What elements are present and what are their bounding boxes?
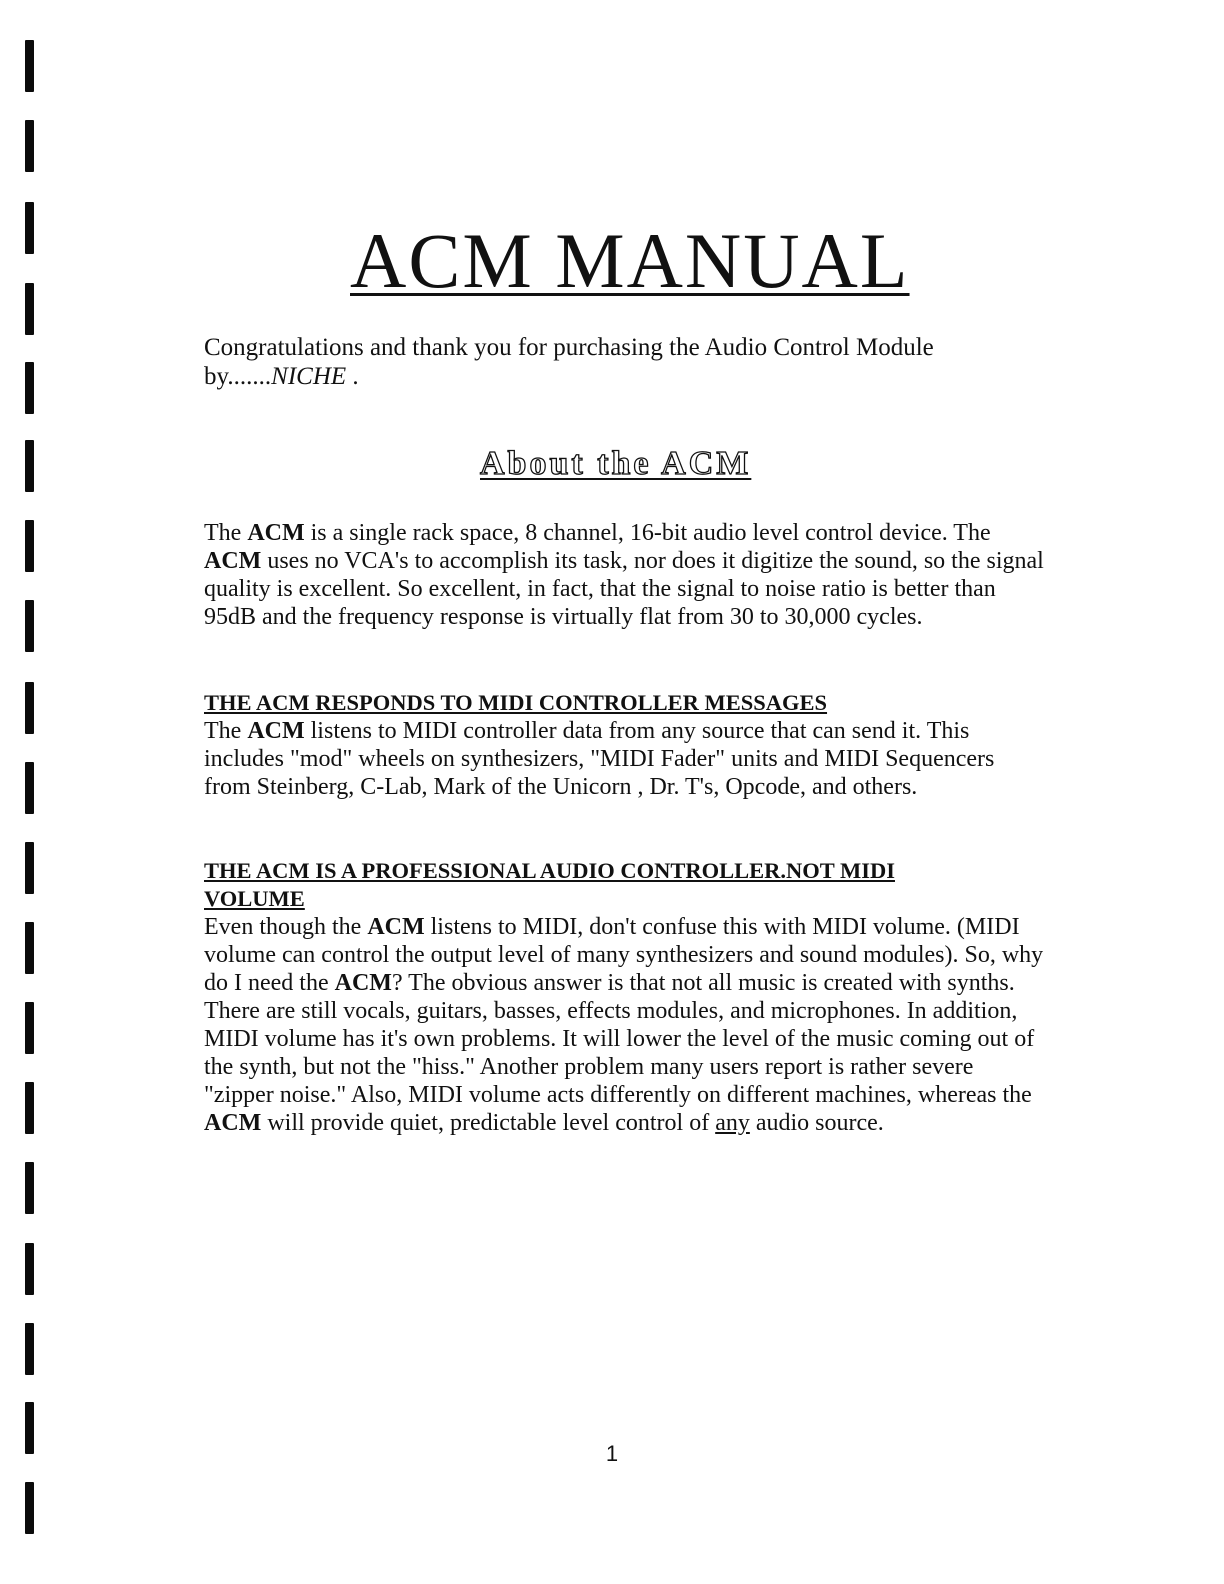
binding-mark: [25, 1243, 34, 1295]
acm-bold: ACM: [334, 970, 392, 996]
binding-mark: [25, 283, 34, 335]
binding-mark: [25, 1082, 34, 1134]
binding-mark: [25, 202, 34, 254]
intro-paragraph: [204, 333, 1044, 391]
binding-mark: [25, 1323, 34, 1375]
text-run: ? The obvious answer is that not all music is created with synths. There are still vocals, guitars, basses, effects modules, and microphones. In addition, MIDI volume has it's own problems. It will lower the level of the music coming out of the synth, but not the "hiss." Another problem many users report is rather severe "zipper noise." Also, MIDI volume acts differently on different machines, whereas the: [204, 970, 1035, 1108]
binding-mark: [25, 600, 34, 652]
binding-mark: [25, 520, 34, 572]
page-number: 1: [605, 1441, 619, 1466]
text-run: listens to MIDI controller data from any source that can send it. This includes "mod" wheels on synthesizers, "MIDI Fader" units and MIDI Sequencers from Steinberg, C-Lab, Mark of the Unicorn , Dr. T's, Opcode, and others.: [204, 718, 995, 800]
section-heading: THE ACM IS A PROFESSIONAL AUDIO CONTROLLER.NOT MIDI VOLUME: [204, 858, 895, 911]
brand-name: NICHE: [271, 363, 347, 390]
binding-mark: [25, 842, 34, 894]
text-run: uses no VCA's to accomplish its task, nor does it digitize the sound, so the signal quality is excellent. So excellent, in fact, that the signal to noise ratio is better than 95dB and the frequency response is virtually flat from 30 to 30,000 cycles.: [204, 548, 1044, 630]
about-paragraph: [204, 519, 1044, 631]
text-run: Even though the: [204, 914, 368, 940]
section-heading: THE ACM RESPONDS TO MIDI CONTROLLER MESSAGES: [204, 690, 828, 715]
binding-mark: [25, 120, 34, 172]
binding-mark: [25, 1162, 34, 1214]
any-underlined: any: [715, 1110, 750, 1136]
binding-mark: [25, 922, 34, 974]
binding-mark: [25, 682, 34, 734]
binding-mark: [25, 440, 34, 492]
text-run: The: [204, 718, 248, 744]
binding-mark: [25, 40, 34, 92]
acm-bold: ACM: [204, 548, 262, 574]
acm-bold: ACM: [247, 520, 305, 546]
text-run: The: [204, 520, 248, 546]
intro-text: Congratulations and thank you for purchasing the Audio Control Module by.......: [204, 334, 934, 390]
text-run: will provide quiet, predictable level control of: [261, 1110, 716, 1136]
acm-bold: ACM: [204, 1110, 262, 1136]
acm-bold: ACM: [367, 914, 425, 940]
acm-bold: ACM: [247, 718, 305, 744]
binding-mark: [25, 1482, 34, 1534]
binding-mark: [25, 362, 34, 414]
page-title: ACM MANUAL: [350, 217, 910, 304]
text-run: listens to MIDI, don't confuse this with MIDI volume. (MIDI volume can control the output level of many synthesizers and sound modules). So, why do I need the: [204, 914, 1044, 996]
binding-mark: [25, 762, 34, 814]
section-title: About the ACM: [480, 445, 752, 482]
text-run: is a single rack space, 8 channel, 16-bit audio level control device. The: [304, 520, 991, 546]
midi-controller-section: [204, 689, 1044, 801]
intro-text-end: .: [346, 363, 359, 390]
professional-controller-section: [204, 857, 1044, 1137]
binding-marks: [0, 0, 60, 1584]
text-run: audio source.: [749, 1110, 884, 1136]
binding-mark: [25, 1002, 34, 1054]
